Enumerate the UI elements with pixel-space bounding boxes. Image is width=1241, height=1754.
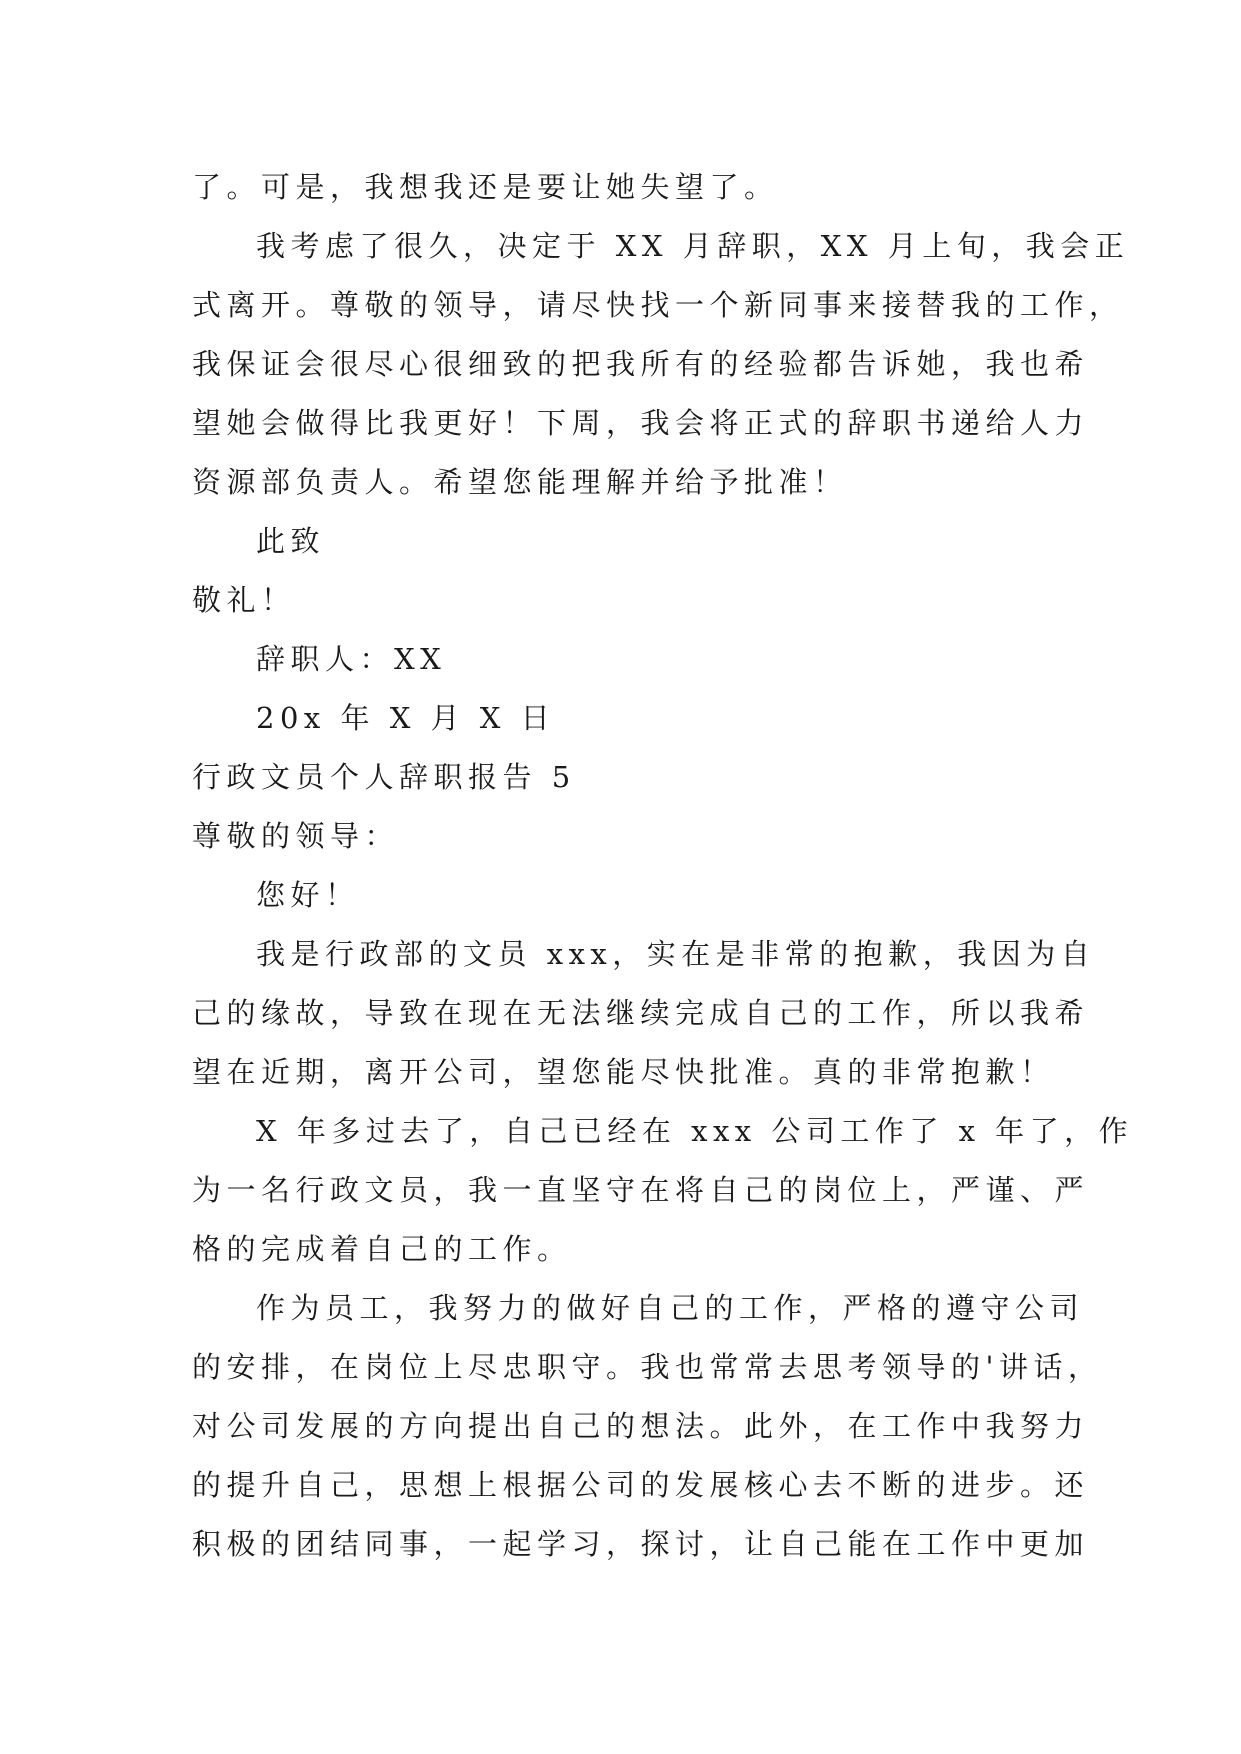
text-line: 格的完成着自己的工作。: [192, 1232, 572, 1266]
letter-opening: 您好！: [256, 878, 360, 912]
text-line: 了。可是，我想我还是要让她失望了。: [192, 170, 779, 204]
signatory: 辞职人：XX: [256, 642, 447, 676]
signature-date: 20x 年 X 月 X 日: [256, 701, 556, 735]
text-line: 我保证会很尽心很细致的把我所有的经验都告诉她，我也希: [192, 347, 1090, 381]
text-line: 的提升自己，思想上根据公司的发展核心去不断的进步。还: [192, 1468, 1090, 1502]
text-line: 作为员工，我努力的做好自己的工作，严格的遵守公司: [256, 1291, 1085, 1325]
document-body: [192, 158, 1134, 1574]
text-line: 我是行政部的文员 xxx，实在是非常的抱歉，我因为自: [256, 937, 1096, 971]
text-line: 己的缘故，导致在现在无法继续完成自己的工作，所以我希: [192, 996, 1090, 1030]
closing-regards: 敬礼！: [192, 583, 296, 617]
section-title: 行政文员个人辞职报告 5: [192, 760, 576, 794]
text-line: 我考虑了很久，决定于 XX 月辞职，XX 月上旬，我会正: [256, 229, 1130, 263]
text-line: 望她会做得比我更好！下周，我会将正式的辞职书递给人力: [192, 406, 1090, 440]
text-line: 积极的团结同事，一起学习，探讨，让自己能在工作中更加: [192, 1527, 1090, 1561]
text-line: 式离开。尊敬的领导，请尽快找一个新同事来接替我的工作，: [192, 288, 1124, 322]
text-line: 的安排，在岗位上尽忠职守。我也常常去思考领导的'讲话，: [192, 1350, 1103, 1384]
letter-greeting: 尊敬的领导：: [192, 819, 400, 853]
text-line: 资源部负责人。希望您能理解并给予批准！: [192, 465, 848, 499]
text-line: 对公司发展的方向提出自己的想法。此外，在工作中我努力: [192, 1409, 1090, 1443]
text-line: X 年多过去了，自己已经在 xxx 公司工作了 x 年了，作: [256, 1114, 1134, 1148]
text-line: 为一名行政文员，我一直坚守在将自己的岗位上，严谨、严: [192, 1173, 1090, 1207]
text-line: 望在近期，离开公司，望您能尽快批准。真的非常抱歉！: [192, 1055, 1055, 1089]
closing-salutation: 此致: [256, 524, 326, 558]
